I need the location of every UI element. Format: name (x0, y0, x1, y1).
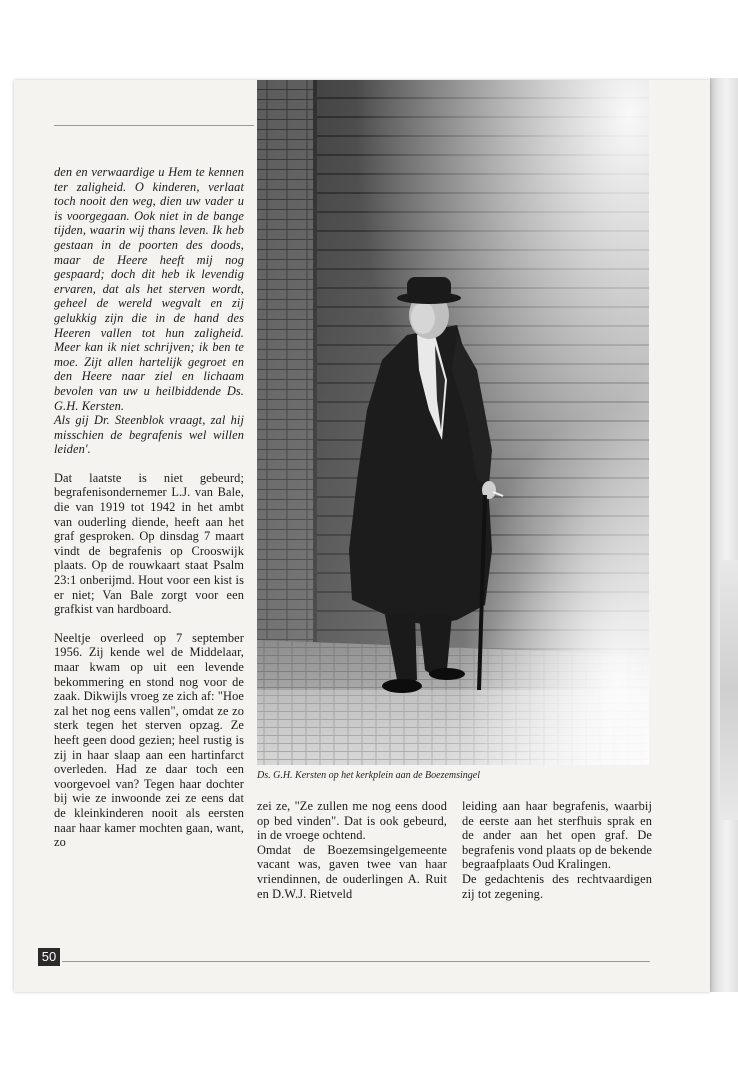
paragraph: Omdat de Boezemsingelgemeente vacant was, gaven twee van haar vriendinnen, de ouderlingen A. Ruit en D.W.J. Rietveld (257, 842, 447, 901)
book-page-edge-shade (720, 560, 738, 820)
paragraph: Dat laatste is niet gebeurd; begrafenisondernemer L.J. van Bale, die van 1919 tot 1942 in het ambt van ouderling diende, heeft aan het graf gesproken. Op dinsdag 7 maart vindt de begrafenis op Crooswijk plaats. Op de rouwkaart staat Psalm 23:1 onberijmd. Hout voor een kist is er niet; Van Bale zorgt voor een grafkist van hardboard. (54, 470, 244, 617)
text-column-3 (462, 799, 652, 915)
paragraph: Neeltje overleed op 7 september 1956. Zij kende wel de Middelaar, maar kwam op uit een levende bekommering en stond nog voor de zaak. Dikwijls vroeg ze zich af: "Hoe zal het nog eens vallen", omdat ze zo sterk tegen het sterven opzag. Ze heeft geen dood gezien; heel rustig is zij in haar slaap aan een hartinfarct overleden. Had ze daar toch een voorgevoel van? Tegen haar dochter bij wie ze inwoonde zei ze eens dat de kleinkinderen nooit als eersten naar haar kamer mochten gaan, want, zo (54, 630, 244, 850)
portrait-photo (257, 80, 649, 765)
book-page-edge (710, 78, 738, 992)
page-number: 50 (38, 948, 60, 966)
paragraph: leiding aan haar begrafenis, waarbij de eerste aan het sterfhuis sprak en de ander aan het open graf. De begrafenis vond plaats op de bekende begraafplaats Oud Kralingen. (462, 799, 652, 872)
bottom-rule (62, 961, 650, 962)
letter-quote: den en verwaardige u Hem te kennen ter zaligheid. O kinderen, verlaat toch nooit den weg, dien uw vader u is voorgegaan. Ook niet in de bange tijden, waarin wij thans leven. Ik heb gestaan in de poorten des doods, maar de Heere heeft mij nog gespaard; doch dit heb ik levendig ervaren, dat als het sterven wordt, geheel de wereld wegvalt en zij gelukkig zijn die in de hand des Heeren vallen tot hun zaligheid. Meer kan ik niet schrijven; ik ben te moe. Zijt allen hartelijk gegroet en den Heere naar ziel en lichaam bevolen van uw u heilbiddende Ds. G.H. Kersten. (54, 165, 244, 413)
letter-quote-end: Als gij Dr. Steenblok vraagt, zal hij misschien de begrafenis wel willen leiden'. (54, 413, 244, 457)
top-rule (54, 125, 254, 126)
paragraph: De gedachtenis des rechtvaardigen zij tot zegening. (462, 871, 652, 901)
text-column-2 (257, 799, 447, 915)
paragraph: zei ze, "Ze zullen me nog eens dood op bed vinden". Dat is ook gebeurd, in de vroege ochtend. (257, 799, 447, 843)
photo-image (257, 80, 649, 765)
photo-caption: Ds. G.H. Kersten op het kerkplein aan de Boezemsingel (257, 770, 481, 781)
text-column-1 (54, 165, 244, 864)
